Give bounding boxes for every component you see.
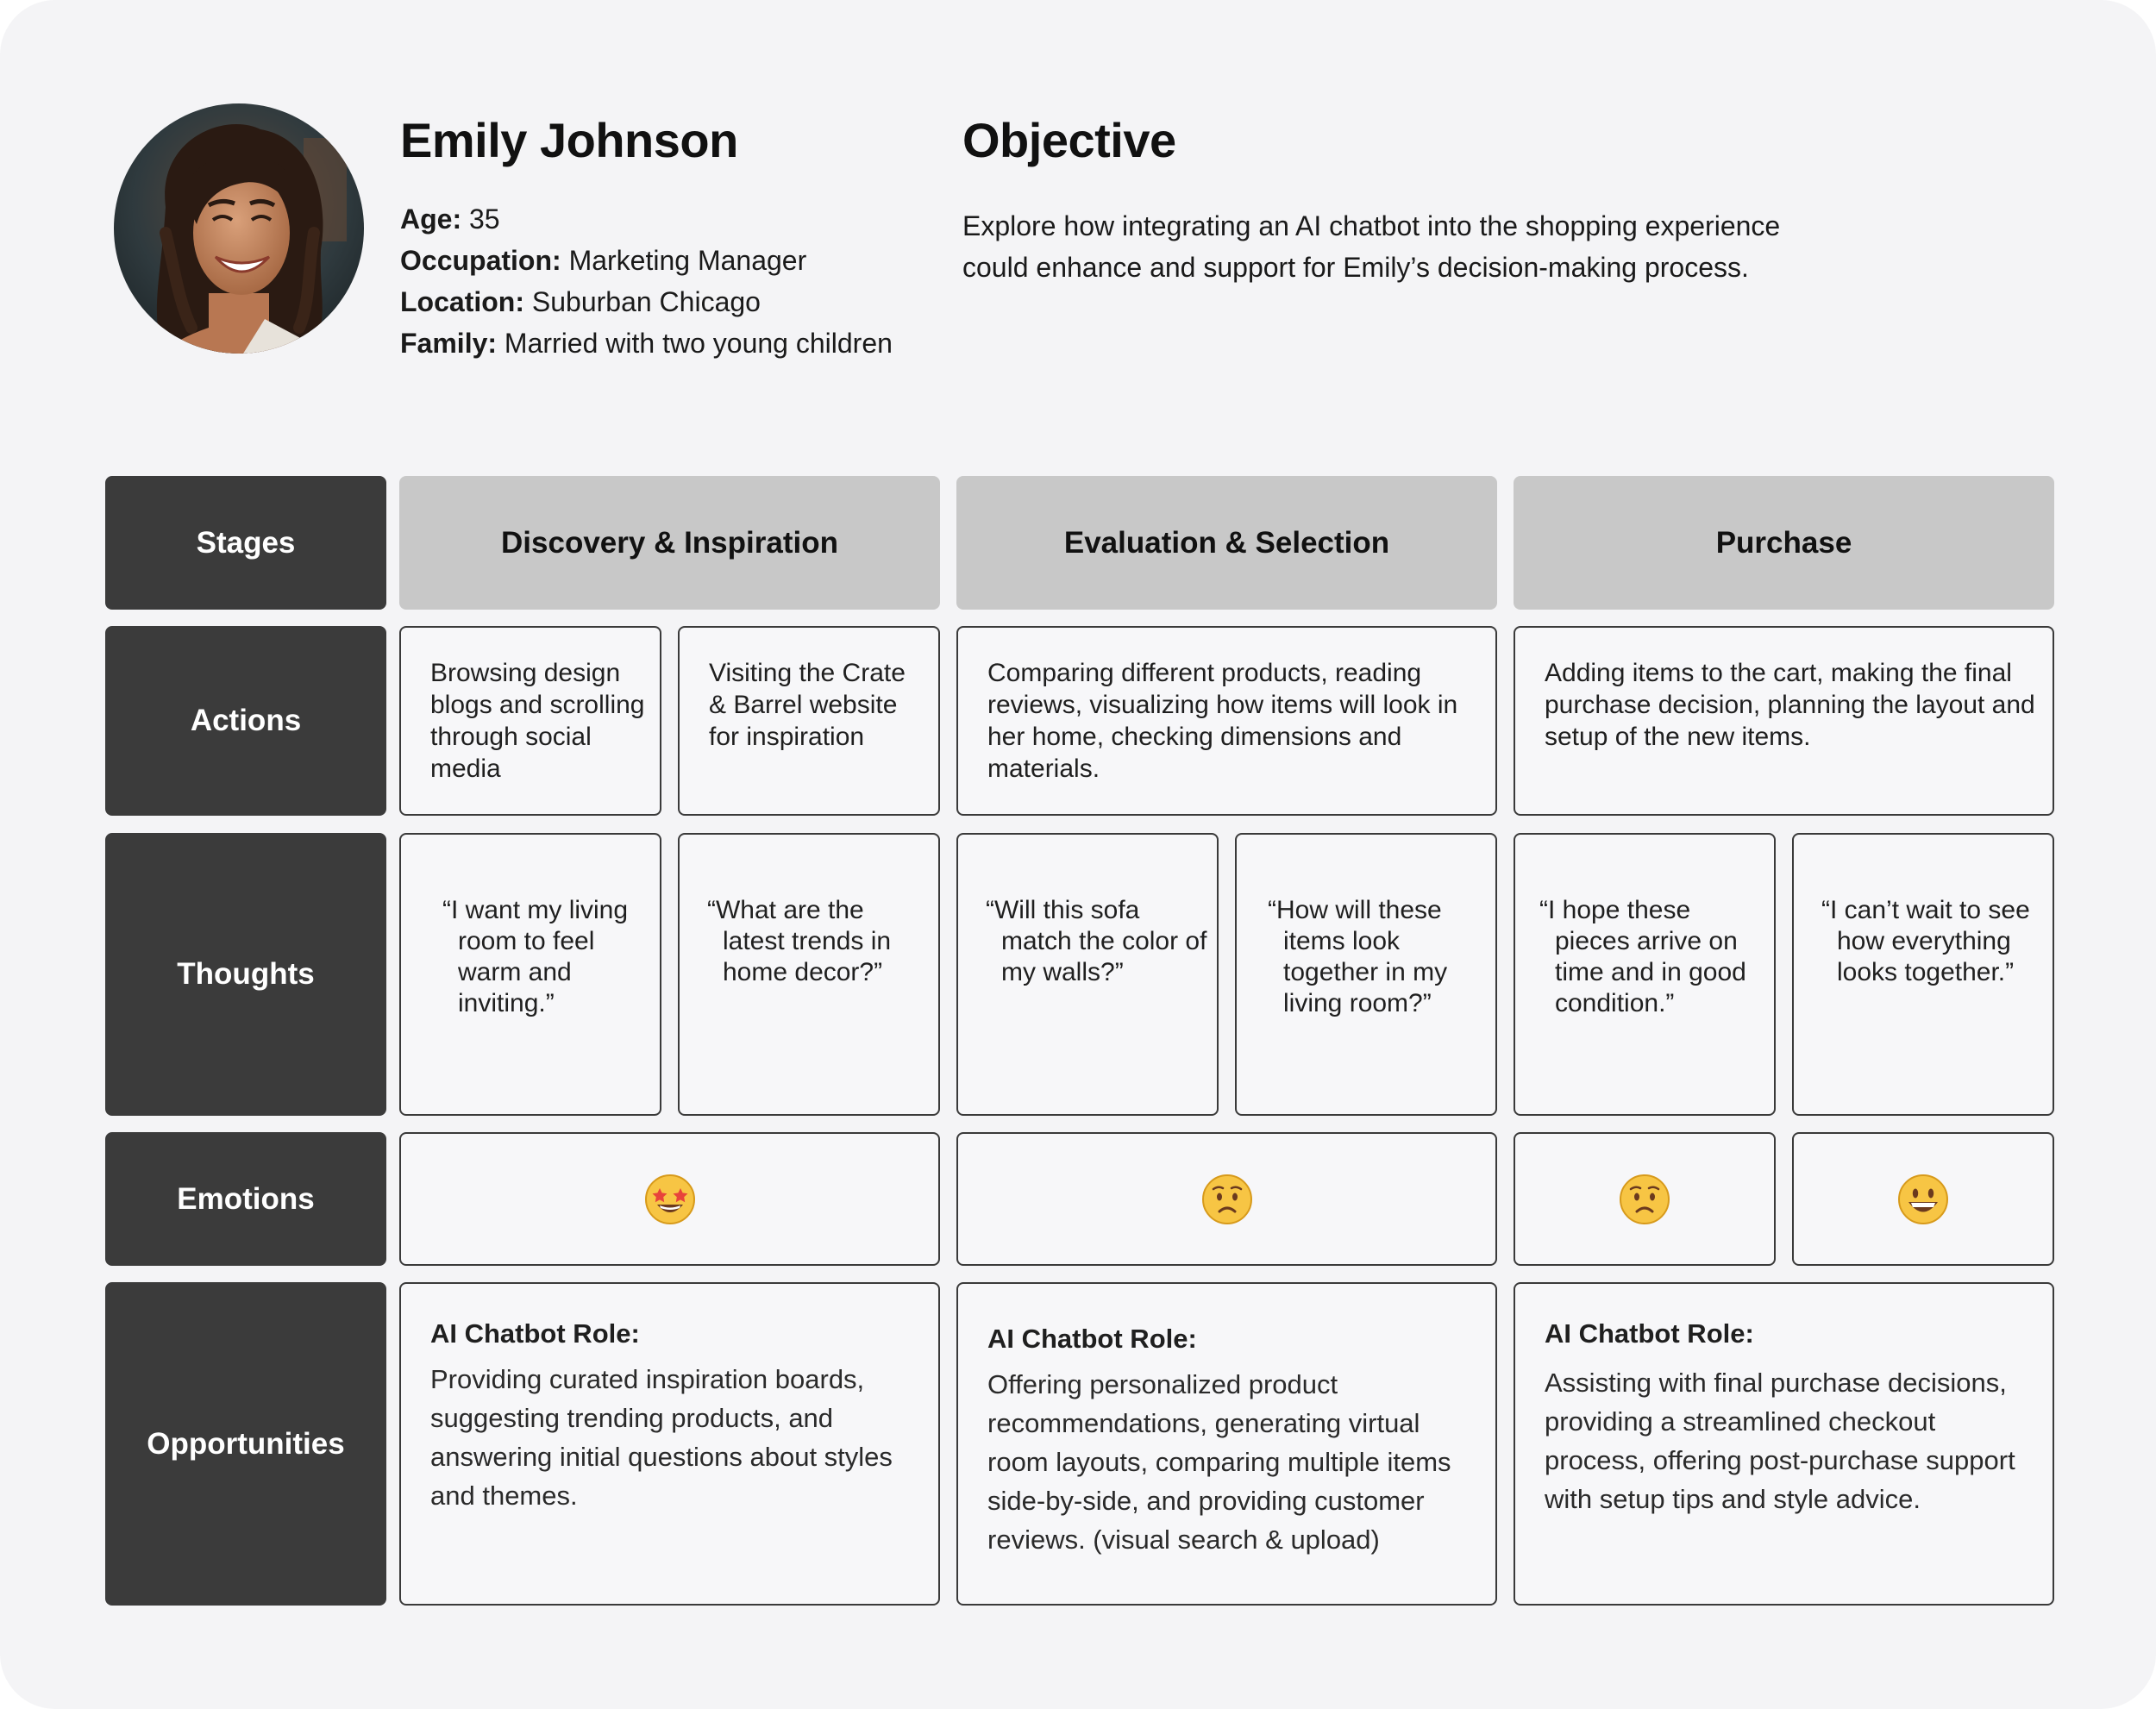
emotion-card bbox=[1514, 1132, 1776, 1266]
emotion-card bbox=[1792, 1132, 2054, 1266]
persona-age-row bbox=[400, 198, 893, 240]
thought-card bbox=[1514, 833, 1776, 1116]
thought-card bbox=[1792, 833, 2054, 1116]
avatar bbox=[114, 103, 364, 354]
action-text: Comparing different products, reading reviews, visualizing how items will look in her home, checking dimensions and materials. bbox=[987, 659, 1458, 783]
location-label: Location: bbox=[400, 286, 524, 317]
stage-header-purchase: Purchase bbox=[1514, 476, 2054, 610]
opportunity-text: Providing curated inspiration boards, suggesting trending products, and answering initial questions about styles and themes. bbox=[430, 1364, 893, 1511]
objective-text: Explore how integrating an AI chatbot into the shopping experience could enhance and support for Emily’s decision-making process. bbox=[962, 210, 1781, 283]
thought-text: “I want my living room to feel warm and inviting.” bbox=[442, 896, 629, 1017]
persona-name: Emily Johnson bbox=[400, 113, 738, 167]
row-label-thoughts: Thoughts bbox=[105, 833, 386, 1116]
action-card bbox=[399, 626, 661, 816]
row-label-stages: Stages bbox=[105, 476, 386, 610]
action-text: Browsing design blogs and scrolling through social media bbox=[430, 659, 645, 783]
row-label-emotions: Emotions bbox=[105, 1132, 386, 1266]
thought-text: “Will this sofa match the color of my walls?” bbox=[986, 896, 1207, 986]
family-value: Married with two young children bbox=[504, 328, 893, 359]
avatar-portrait-image bbox=[114, 103, 364, 354]
action-card bbox=[1514, 626, 2054, 816]
action-card bbox=[956, 626, 1497, 816]
opportunity-text: Offering personalized product recommendations, generating virtual room layouts, comparing multiple items side-by-side, and providing customer reviews. (visual search & upload) bbox=[987, 1369, 1451, 1555]
age-label: Age: bbox=[400, 203, 462, 235]
opportunity-card bbox=[399, 1282, 940, 1606]
thought-card bbox=[956, 833, 1219, 1116]
age-value: 35 bbox=[469, 203, 500, 235]
action-text: Visiting the Crate & Barrel website for inspiration bbox=[709, 659, 906, 751]
opportunity-title: AI Chatbot Role: bbox=[987, 1324, 1197, 1354]
grinning-emoji-icon bbox=[1897, 1174, 1949, 1225]
stage-header-evaluation: Evaluation & Selection bbox=[956, 476, 1497, 610]
objective-title: Objective bbox=[962, 113, 1176, 167]
stage-header-discovery: Discovery & Inspiration bbox=[399, 476, 940, 610]
worried-emoji-icon bbox=[1201, 1174, 1253, 1225]
thought-card bbox=[1235, 833, 1497, 1116]
opportunity-text: Assisting with final purchase decisions, providing a streamlined checkout process, offering post-purchase support with setup tips and style advice. bbox=[1545, 1368, 2015, 1514]
emotion-card bbox=[956, 1132, 1497, 1266]
thought-text: “What are the latest trends in home decor?” bbox=[707, 896, 892, 986]
emotion-card bbox=[399, 1132, 940, 1266]
persona-location-row bbox=[400, 281, 893, 322]
row-label-actions: Actions bbox=[105, 626, 386, 816]
thought-card bbox=[678, 833, 940, 1116]
opportunity-card bbox=[1514, 1282, 2054, 1606]
persona-occupation-row bbox=[400, 240, 893, 281]
family-label: Family: bbox=[400, 328, 498, 359]
opportunity-title: AI Chatbot Role: bbox=[430, 1318, 640, 1349]
thought-card bbox=[399, 833, 661, 1116]
location-value: Suburban Chicago bbox=[531, 286, 761, 317]
opportunity-card bbox=[956, 1282, 1497, 1606]
occupation-value: Marketing Manager bbox=[568, 245, 807, 276]
thought-text: “I can’t wait to see how everything looks together.” bbox=[1821, 896, 2030, 986]
opportunity-title: AI Chatbot Role: bbox=[1545, 1318, 1754, 1349]
thought-text: “How will these items look together in my living room?” bbox=[1268, 896, 1448, 1017]
persona-family-row bbox=[400, 322, 893, 364]
persona-details bbox=[400, 198, 893, 364]
action-text: Adding items to the cart, making the final purchase decision, planning the layout and setup of the new items. bbox=[1545, 659, 2035, 751]
row-label-opportunities: Opportunities bbox=[105, 1282, 386, 1606]
star-struck-emoji-icon bbox=[644, 1174, 696, 1225]
action-card bbox=[678, 626, 940, 816]
occupation-label: Occupation: bbox=[400, 245, 561, 276]
thought-text: “I hope these pieces arrive on time and in good condition.” bbox=[1539, 896, 1746, 1017]
worried-emoji-icon bbox=[1619, 1174, 1670, 1225]
